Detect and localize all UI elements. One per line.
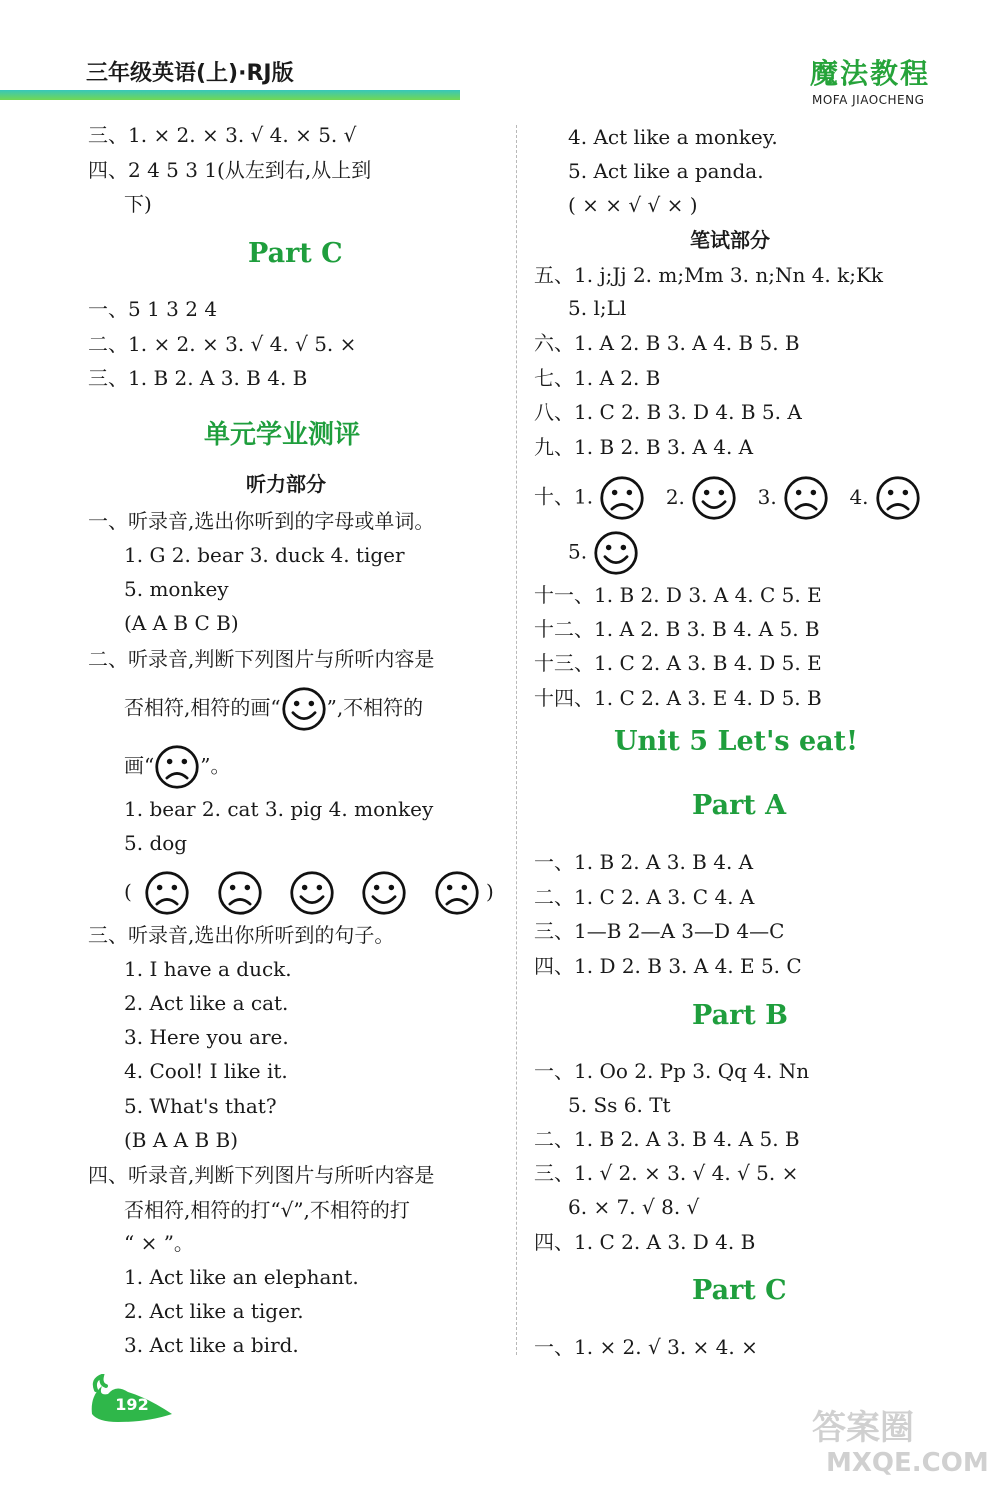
answer-line: 5. What's that? bbox=[124, 1094, 277, 1118]
smiley-face-icon bbox=[289, 870, 335, 916]
item-number: 4. bbox=[849, 484, 869, 509]
answer-line: 三、1. √ 2. × 3. √ 4. √ 5. × bbox=[534, 1161, 799, 1185]
answer-line: 二、1. × 2. × 3. √ 4. √ 5. × bbox=[88, 332, 357, 356]
answer-line: ( × × √ √ × ) bbox=[568, 193, 698, 217]
question-prompt bbox=[124, 744, 230, 778]
answer-line: 4. Cool! I like it. bbox=[124, 1059, 288, 1083]
question-prompt: 否相符,相符的打“√”,不相符的打 bbox=[124, 1198, 410, 1222]
answer-line: 九、1. B 2. B 3. A 4. A bbox=[534, 435, 754, 459]
answer-line: 1. I have a duck. bbox=[124, 957, 292, 981]
item-number: 十、1. bbox=[534, 484, 594, 509]
answer-line: 四、1. D 2. B 3. A 4. E 5. C bbox=[534, 954, 802, 978]
answer-line: 三、1. B 2. A 3. B 4. B bbox=[88, 366, 308, 390]
prompt-text: 画“ bbox=[124, 753, 155, 778]
answer-line: 一、5 1 3 2 4 bbox=[88, 297, 218, 321]
answer-line: 二、1. C 2. A 3. C 4. A bbox=[534, 885, 755, 909]
section-heading-part-c: Part C bbox=[248, 238, 343, 269]
page-number-badge bbox=[88, 1374, 174, 1424]
subheading-listening: 听力部分 bbox=[246, 472, 326, 496]
watermark-logo: 答案圈 bbox=[812, 1408, 914, 1448]
question-prompt: 四、听录音,判断下列图片与所听内容是 bbox=[88, 1163, 435, 1187]
face-answer-row bbox=[534, 475, 921, 509]
smiley-face-icon bbox=[361, 870, 407, 916]
answer-line: 2. Act like a cat. bbox=[124, 991, 289, 1015]
answer-line: 四、2 4 5 3 1(从左到右,从上到 bbox=[88, 158, 372, 182]
book-title: 三年级英语(上)·RJ版 bbox=[86, 61, 294, 86]
brand-subtitle: MOFA JIAOCHENG bbox=[812, 93, 925, 107]
answer-line: 3. Here you are. bbox=[124, 1025, 289, 1049]
face-answer-row bbox=[568, 530, 639, 564]
answer-line: 5. Act like a panda. bbox=[568, 159, 764, 183]
question-prompt: 一、听录音,选出你听到的字母或单词。 bbox=[88, 509, 435, 533]
sad-face-icon bbox=[434, 870, 480, 916]
answer-line: 一、1. × 2. √ 3. × 4. × bbox=[534, 1335, 758, 1359]
section-heading-part-a: Part A bbox=[692, 790, 787, 821]
unit-heading: Unit 5 Let's eat! bbox=[614, 726, 858, 757]
answer-line: 下) bbox=[124, 192, 152, 216]
header-rule bbox=[0, 90, 460, 100]
answer-line: 十一、1. B 2. D 3. A 4. C 5. E bbox=[534, 583, 822, 607]
section-heading-unit-test: 单元学业测评 bbox=[204, 420, 361, 450]
answer-line: (B A A B B) bbox=[124, 1128, 239, 1152]
question-prompt: “ × ”。 bbox=[124, 1231, 194, 1255]
question-prompt bbox=[124, 686, 423, 720]
smiley-face-icon bbox=[593, 530, 639, 576]
answer-line: 八、1. C 2. B 3. D 4. B 5. A bbox=[534, 400, 802, 424]
answer-line: 5. dog bbox=[124, 831, 188, 855]
answer-line: 3. Act like a bird. bbox=[124, 1333, 299, 1357]
sad-face-icon bbox=[217, 870, 263, 916]
paren: ) bbox=[485, 879, 494, 904]
answer-line: (A A B C B) bbox=[124, 611, 239, 635]
smiley-face-icon bbox=[691, 475, 737, 521]
answer-line: 6. × 7. √ 8. √ bbox=[568, 1195, 700, 1219]
answer-line: 五、1. j;Jj 2. m;Mm 3. n;Nn 4. k;Kk bbox=[534, 263, 884, 287]
column-divider bbox=[516, 125, 517, 1355]
section-heading-part-c: Part C bbox=[692, 1275, 787, 1306]
subheading-written: 笔试部分 bbox=[690, 228, 770, 252]
answer-line: 1. Act like an elephant. bbox=[124, 1265, 359, 1289]
answer-line: 四、1. C 2. A 3. D 4. B bbox=[534, 1230, 756, 1254]
sad-face-icon bbox=[154, 744, 200, 790]
paren: ( bbox=[124, 879, 132, 904]
answer-line: 4. Act like a monkey. bbox=[568, 125, 778, 149]
answer-line: 六、1. A 2. B 3. A 4. B 5. B bbox=[534, 331, 800, 355]
answer-line: 七、1. A 2. B bbox=[534, 366, 661, 390]
answer-line: 一、1. Oo 2. Pp 3. Qq 4. Nn bbox=[534, 1059, 810, 1083]
sad-face-icon bbox=[144, 870, 190, 916]
prompt-text: ”。 bbox=[200, 753, 231, 778]
item-number: 2. bbox=[665, 484, 685, 509]
answer-line: 2. Act like a tiger. bbox=[124, 1299, 304, 1323]
answer-line: 1. bear 2. cat 3. pig 4. monkey bbox=[124, 797, 434, 821]
sad-face-icon bbox=[599, 475, 645, 521]
watermark-url: MXQE.COM bbox=[826, 1448, 989, 1478]
question-prompt: 三、听录音,选出你所听到的句子。 bbox=[88, 923, 395, 947]
sad-face-icon bbox=[875, 475, 921, 521]
answer-line: 一、1. B 2. A 3. B 4. A bbox=[534, 850, 754, 874]
answer-line: 5. Ss 6. Tt bbox=[568, 1093, 671, 1117]
prompt-text: 否相符,相符的画“ bbox=[124, 695, 281, 720]
answer-line: 三、1. × 2. × 3. √ 4. × 5. √ bbox=[88, 123, 357, 147]
brand-logo: 魔法教程 bbox=[810, 57, 931, 90]
page-number: 192 bbox=[115, 1395, 149, 1414]
answer-line: 1. G 2. bear 3. duck 4. tiger bbox=[124, 543, 405, 567]
prompt-text: ”,不相符的 bbox=[326, 695, 424, 720]
answer-line: 5. monkey bbox=[124, 577, 229, 601]
answer-line: 二、1. B 2. A 3. B 4. A 5. B bbox=[534, 1127, 800, 1151]
answer-line: 十三、1. C 2. A 3. B 4. D 5. E bbox=[534, 651, 822, 675]
smiley-face-icon bbox=[281, 686, 327, 732]
answer-line: 三、1—B 2—A 3—D 4—C bbox=[534, 919, 785, 943]
item-number: 5. bbox=[568, 539, 588, 564]
item-number: 3. bbox=[757, 484, 777, 509]
sad-face-icon bbox=[783, 475, 829, 521]
answer-line: 5. l;Ll bbox=[568, 296, 627, 320]
face-answer-row bbox=[124, 870, 494, 904]
answer-line: 十四、1. C 2. A 3. E 4. D 5. B bbox=[534, 686, 822, 710]
section-heading-part-b: Part B bbox=[692, 1000, 788, 1031]
answer-line: 十二、1. A 2. B 3. B 4. A 5. B bbox=[534, 617, 820, 641]
question-prompt: 二、听录音,判断下列图片与所听内容是 bbox=[88, 647, 435, 671]
